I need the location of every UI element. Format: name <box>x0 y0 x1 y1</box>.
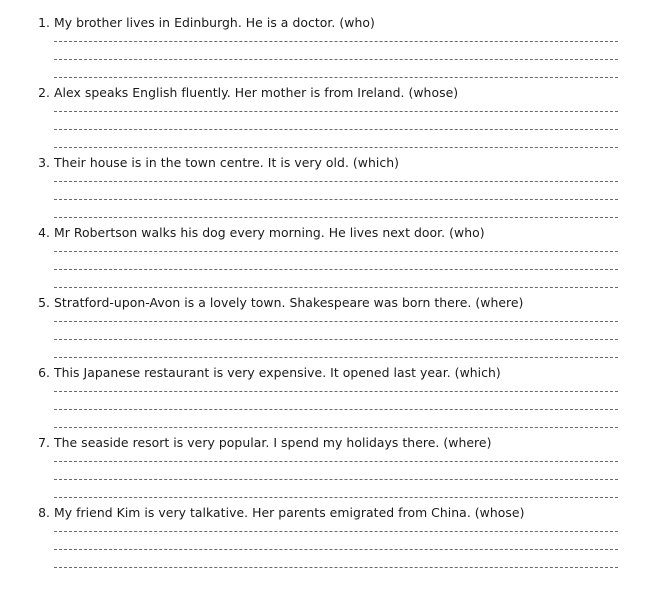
answer-line[interactable] <box>54 111 618 112</box>
answer-line[interactable] <box>54 461 618 462</box>
exercise-number: 1. <box>38 15 50 30</box>
exercise-7 <box>0 435 661 505</box>
answer-line[interactable] <box>54 269 618 270</box>
answer-line[interactable] <box>54 497 618 498</box>
answer-line[interactable] <box>54 321 618 322</box>
answer-line[interactable] <box>54 339 618 340</box>
exercise-4 <box>0 225 661 295</box>
answer-line[interactable] <box>54 567 618 568</box>
answer-line[interactable] <box>54 41 618 42</box>
answer-line[interactable] <box>54 357 618 358</box>
answer-line[interactable] <box>54 409 618 410</box>
exercise-sentence: My friend Kim is very talkative. Her parents emigrated from China. (whose) <box>54 505 525 520</box>
exercise-8 <box>0 505 661 575</box>
answer-line[interactable] <box>54 59 618 60</box>
exercise-sentence: Stratford-upon-Avon is a lovely town. Shakespeare was born there. (where) <box>54 295 524 310</box>
exercise-sentence: This Japanese restaurant is very expensive. It opened last year. (which) <box>54 365 501 380</box>
exercise-number: 3. <box>38 155 50 170</box>
answer-line[interactable] <box>54 287 618 288</box>
exercise-sentence: Their house is in the town centre. It is very old. (which) <box>54 155 400 170</box>
answer-line[interactable] <box>54 391 618 392</box>
exercise-5 <box>0 295 661 365</box>
exercise-number: 7. <box>38 435 50 450</box>
exercise-2 <box>0 85 661 155</box>
answer-line[interactable] <box>54 531 618 532</box>
answer-line[interactable] <box>54 147 618 148</box>
exercise-sentence: Mr Robertson walks his dog every morning. He lives next door. (who) <box>54 225 485 240</box>
exercise-number: 2. <box>38 85 50 100</box>
exercise-sentence: Alex speaks English fluently. Her mother is from Ireland. (whose) <box>54 85 459 100</box>
exercise-number: 4. <box>38 225 50 240</box>
answer-line[interactable] <box>54 251 618 252</box>
answer-line[interactable] <box>54 217 618 218</box>
exercise-number: 8. <box>38 505 50 520</box>
exercise-number: 5. <box>38 295 50 310</box>
exercise-3 <box>0 155 661 225</box>
exercise-number: 6. <box>38 365 50 380</box>
answer-line[interactable] <box>54 199 618 200</box>
answer-line[interactable] <box>54 479 618 480</box>
answer-line[interactable] <box>54 129 618 130</box>
answer-line[interactable] <box>54 549 618 550</box>
answer-line[interactable] <box>54 427 618 428</box>
exercise-1 <box>0 15 661 85</box>
answer-line[interactable] <box>54 181 618 182</box>
answer-line[interactable] <box>54 77 618 78</box>
exercise-6 <box>0 365 661 435</box>
exercise-sentence: My brother lives in Edinburgh. He is a doctor. (who) <box>54 15 375 30</box>
exercise-sentence: The seaside resort is very popular. I spend my holidays there. (where) <box>54 435 492 450</box>
